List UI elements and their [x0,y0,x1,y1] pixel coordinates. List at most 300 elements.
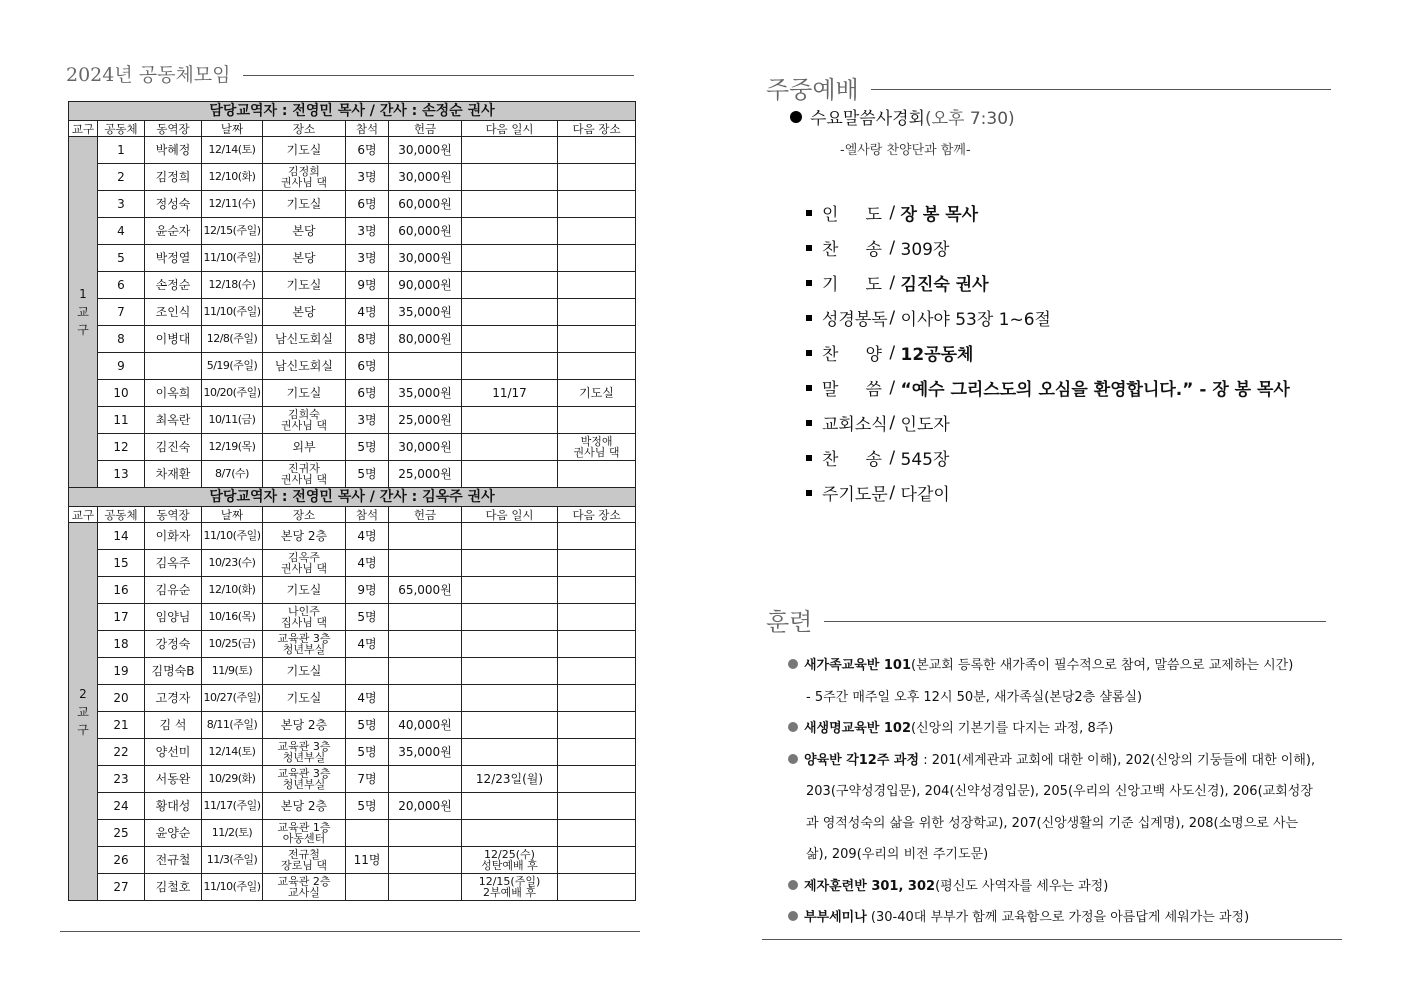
table-cell: 3명 [346,407,389,434]
table-cell [558,631,636,658]
table-cell: 외부 [263,434,346,461]
table-cell: 본당 2층 [263,793,346,820]
order-separator: / [884,342,901,363]
column-header: 공동체 [98,121,145,137]
column-header: 공동체 [98,507,145,523]
table-cell: 윤순자 [145,218,202,245]
order-label: 찬 양 [822,345,882,365]
order-item [806,335,1290,370]
table-row [69,164,636,191]
square-bullet-icon [806,280,812,286]
table-cell: 6명 [346,380,389,407]
table-cell: 전규철 장로님 댁 [263,847,346,874]
table-row [69,380,636,407]
table-cell [558,577,636,604]
order-label: 주기도문 [822,485,888,505]
table-cell [145,353,202,380]
column-header: 다음 일시 [462,507,558,523]
training-detail: 삶), 209(우리의 비전 주기도문) [806,847,989,862]
table-cell: 12/15(주일) 2부예배 후 [462,874,558,901]
table-cell [389,685,462,712]
table-cell: 교육관 3층 청년부실 [263,739,346,766]
square-bullet-icon [806,245,812,251]
table-cell: 19 [98,658,145,685]
table-row [69,245,636,272]
training-title: 제자훈련반 301, 302 [804,878,936,894]
table-cell: 10/27(주일) [202,685,263,712]
table-cell: 김진숙 [145,434,202,461]
table-cell [462,793,558,820]
table-cell: 차재환 [145,461,202,488]
table-cell [462,164,558,191]
table-cell: 12/15(주일) [202,218,263,245]
left-section-title [66,60,634,87]
table-cell: 17 [98,604,145,631]
column-header: 동역장 [145,121,202,137]
order-separator: / [884,202,901,223]
column-header: 참석 [346,121,389,137]
training-list [788,650,1318,934]
left-bottom-rule [60,931,640,932]
table-cell: 12/14(토) [202,137,263,164]
table-cell: 4명 [346,299,389,326]
training-title: 부부세미나 [804,910,867,925]
table-row [69,218,636,245]
table-cell: 나인주 집사님 댁 [263,604,346,631]
table-cell: 김희숙 권사님 댁 [263,407,346,434]
column-header: 참석 [346,507,389,523]
table-cell: 이병대 [145,326,202,353]
table-cell: 12/19(목) [202,434,263,461]
training-item [788,713,1318,745]
table-cell: 4명 [346,550,389,577]
table-cell: 5명 [346,793,389,820]
column-header: 날짜 [202,121,263,137]
table-cell: 35,000원 [389,380,462,407]
training-item [788,650,1318,682]
table-cell: 9 [98,353,145,380]
table-cell: 본당 2층 [263,523,346,550]
table-cell: 8/7(수) [202,461,263,488]
table-cell [558,685,636,712]
table-cell: 5명 [346,604,389,631]
order-item [806,370,1290,405]
table-cell: 3명 [346,245,389,272]
service-name: 수요말씀사경회 [810,109,925,129]
table-cell: 25,000원 [389,407,462,434]
service-title-text: 주중예배 [766,76,859,104]
service-section-title [766,70,1331,105]
column-header: 장소 [263,507,346,523]
table-cell: 기도실 [263,658,346,685]
title-divider [243,75,634,76]
table-cell [346,874,389,901]
bullet-icon [788,754,798,764]
worship-order-list [806,195,1290,510]
table-cell: 10/11(금) [202,407,263,434]
table-cell: 본당 [263,218,346,245]
table-row [69,272,636,299]
table-cell: 2 [98,164,145,191]
training-desc: (30-40대 부부가 함께 교육함으로 가정을 아름답게 세워가는 과정) [866,910,1250,925]
table-cell: 5명 [346,461,389,488]
order-label: 기 도 [822,275,882,295]
square-bullet-icon [806,420,812,426]
table-cell: 8명 [346,326,389,353]
table-cell: 12/10(화) [202,577,263,604]
table-cell: 김철호 [145,874,202,901]
table-row [69,739,636,766]
community-meeting-table [68,101,636,901]
table-cell: 30,000원 [389,434,462,461]
table-cell: 24 [98,793,145,820]
table-cell: 5 [98,245,145,272]
table-row [69,820,636,847]
table-cell: 최옥란 [145,407,202,434]
table-cell: 박혜정 [145,137,202,164]
order-separator: / [884,272,901,293]
service-header [790,104,1015,158]
table-row [69,712,636,739]
column-header: 날짜 [202,507,263,523]
table-cell [462,604,558,631]
table-row [69,847,636,874]
table-cell: 본당 2층 [263,712,346,739]
order-item [806,440,1290,475]
table-cell [558,164,636,191]
training-detail: 203(구약성경입문), 204(신약성경입문), 205(우리의 신앙고백 사도신경), 206(교회성장 [806,784,1313,799]
table-cell: 23 [98,766,145,793]
training-detail: 과 영적성숙의 삶을 위한 성장학교), 207(신앙생활의 기준 십계명), 208(소명으로 사는 [806,815,1299,831]
order-value: 인도자 [900,415,950,435]
table-cell: 조인식 [145,299,202,326]
table-cell [389,523,462,550]
order-value: 이사야 53장 1~6절 [900,310,1051,330]
table-cell: 임양님 [145,604,202,631]
table-cell [558,523,636,550]
table-cell [462,550,558,577]
table-cell [462,434,558,461]
bullet-icon [788,911,798,921]
table-cell: 6명 [346,137,389,164]
order-separator: / [884,377,901,398]
table-cell [558,407,636,434]
table-cell: 5명 [346,434,389,461]
table-cell: 27 [98,874,145,901]
table-cell [558,874,636,901]
table-cell [389,550,462,577]
table-cell: 3 [98,191,145,218]
table-cell [558,766,636,793]
order-item [806,475,1290,510]
table-cell [346,658,389,685]
table-cell [558,461,636,488]
training-desc: : 201(세계관과 교회에 대한 이해), 202(신앙의 기둥들에 대한 이해), [919,752,1316,768]
group-banner: 담당교역자 : 전영민 목사 / 간사 : 김옥주 권사 [69,488,636,507]
table-cell [462,523,558,550]
table-cell: 6명 [346,353,389,380]
table-cell: 10/20(주일) [202,380,263,407]
table-cell: 진귀자 권사님 댁 [263,461,346,488]
table-cell: 4명 [346,523,389,550]
order-separator: / [884,447,901,468]
table-cell: 기도실 [263,272,346,299]
column-header: 다음 장소 [558,507,636,523]
table-cell [558,847,636,874]
order-separator: / [884,412,901,433]
table-cell [558,793,636,820]
table-cell: 12/8(주일) [202,326,263,353]
table-cell: 손정순 [145,272,202,299]
table-cell: 12/11(수) [202,191,263,218]
table-cell [558,245,636,272]
table-cell [389,631,462,658]
bullet-icon [788,880,798,890]
table-cell: 12/18(수) [202,272,263,299]
table-cell [389,604,462,631]
column-header: 동역장 [145,507,202,523]
table-cell: 40,000원 [389,712,462,739]
column-header: 교구 [69,121,98,137]
table-cell: 60,000원 [389,218,462,245]
table-cell: 21 [98,712,145,739]
table-cell [389,847,462,874]
table-cell: 30,000원 [389,137,462,164]
square-bullet-icon [806,385,812,391]
table-cell: 5/19(주일) [202,353,263,380]
table-cell: 8/11(주일) [202,712,263,739]
table-cell: 7 [98,299,145,326]
district-cell: 1 교 구 [69,137,98,488]
table-cell: 11/17(주일) [202,793,263,820]
order-item [806,405,1290,440]
bullet-icon [788,659,798,669]
table-cell: 25,000원 [389,461,462,488]
table-cell [462,353,558,380]
table-cell: 9명 [346,577,389,604]
order-value: “예수 그리스도의 오심을 환영합니다.” - 장 봉 목사 [900,380,1290,400]
table-cell: 11 [98,407,145,434]
table-cell: 6 [98,272,145,299]
table-cell: 5명 [346,712,389,739]
table-cell: 13 [98,461,145,488]
table-cell: 35,000원 [389,299,462,326]
table-row [69,191,636,218]
table-cell [462,712,558,739]
table-cell: 기도실 [263,380,346,407]
service-time: (오후 7:30) [924,109,1015,129]
training-detail: - 5주간 매주일 오후 12시 50분, 새가족실(본당2층 샬롬실) [806,689,1143,705]
table-cell: 9명 [346,272,389,299]
table-row [69,577,636,604]
table-row [69,550,636,577]
table-cell: 기도실 [263,191,346,218]
table-cell [462,739,558,766]
table-cell: 기도실 [263,685,346,712]
table-row [69,874,636,901]
table-cell: 10/23(수) [202,550,263,577]
table-cell: 기도실 [263,577,346,604]
table-cell: 서동완 [145,766,202,793]
table-cell [558,604,636,631]
order-item [806,230,1290,265]
table-row [69,434,636,461]
column-header: 교구 [69,507,98,523]
table-cell: 7명 [346,766,389,793]
order-label: 찬 송 [822,240,882,260]
group-banner: 담당교역자 : 전영민 목사 / 간사 : 손정순 권사 [69,102,636,121]
table-cell [389,820,462,847]
table-cell: 11/10(주일) [202,874,263,901]
table-cell [462,461,558,488]
order-label: 인 도 [822,205,882,225]
order-separator: / [884,482,901,503]
table-cell: 이화자 [145,523,202,550]
training-item [788,871,1318,903]
table-cell: 본당 [263,245,346,272]
table-cell [389,766,462,793]
table-cell: 11/9(토) [202,658,263,685]
table-cell: 30,000원 [389,245,462,272]
table-row [69,326,636,353]
table-cell [462,685,558,712]
table-cell: 35,000원 [389,739,462,766]
table-cell: 4 [98,218,145,245]
table-cell: 이옥희 [145,380,202,407]
table-cell [558,739,636,766]
table-cell: 교육관 2층 교사실 [263,874,346,901]
order-label: 교회소식 [822,415,888,435]
table-cell [558,191,636,218]
training-title-text: 훈련 [766,608,813,636]
order-separator: / [884,307,901,328]
table-cell: 22 [98,739,145,766]
table-cell: 김유순 [145,577,202,604]
table-row [69,604,636,631]
training-section-title [766,602,1326,637]
table-cell: 3명 [346,164,389,191]
table-cell: 박정열 [145,245,202,272]
training-desc: (신앙의 기본기를 다지는 과정, 8주) [911,721,1114,736]
table-cell: 기도실 [558,380,636,407]
table-row [69,631,636,658]
table-cell: 박정애 권사님 댁 [558,434,636,461]
training-item [788,745,1318,777]
table-cell: 교육관 3층 청년부실 [263,631,346,658]
table-cell: 14 [98,523,145,550]
column-header: 헌금 [389,121,462,137]
table-cell [462,191,558,218]
training-title: 양육반 각12주 과정 [804,752,920,768]
table-cell: 10 [98,380,145,407]
table-cell [462,820,558,847]
service-title-divider [871,89,1331,90]
order-item [806,195,1290,230]
table-cell: 남신도회실 [263,353,346,380]
table-cell [462,326,558,353]
table-cell [558,299,636,326]
table-cell [462,299,558,326]
table-cell [558,820,636,847]
order-value: 다같이 [900,485,950,505]
order-item [806,265,1290,300]
column-header: 다음 장소 [558,121,636,137]
table-cell: 11/10(주일) [202,245,263,272]
table-row [69,523,636,550]
column-header: 다음 일시 [462,121,558,137]
table-cell: 8 [98,326,145,353]
table-cell [462,577,558,604]
table-cell [558,658,636,685]
table-cell: 김 석 [145,712,202,739]
table-cell: 윤양순 [145,820,202,847]
table-row [69,658,636,685]
table-row [69,299,636,326]
table-cell: 정성숙 [145,191,202,218]
table-cell: 11명 [346,847,389,874]
order-label: 찬 송 [822,450,882,470]
table-cell [558,218,636,245]
table-cell [462,407,558,434]
table-cell: 고경자 [145,685,202,712]
order-value: 김진숙 권사 [900,275,989,295]
table-cell [346,820,389,847]
table-cell [462,658,558,685]
table-cell: 김정희 권사님 댁 [263,164,346,191]
order-value: 545장 [900,450,950,470]
table-cell: 12/25(수) 성탄예배 후 [462,847,558,874]
table-cell: 15 [98,550,145,577]
table-cell: 12/10(화) [202,164,263,191]
table-cell: 80,000원 [389,326,462,353]
table-cell [462,272,558,299]
bullet-icon [790,111,802,123]
order-value: 309장 [900,240,950,260]
table-cell [558,353,636,380]
table-cell: 18 [98,631,145,658]
table-cell: 11/2(토) [202,820,263,847]
table-cell: 황대성 [145,793,202,820]
table-cell: 12 [98,434,145,461]
table-cell: 26 [98,847,145,874]
training-desc: (평신도 사역자를 세우는 과정) [935,878,1109,894]
table-cell: 5명 [346,739,389,766]
table-cell: 30,000원 [389,164,462,191]
table-cell [462,218,558,245]
table-row [69,793,636,820]
table-cell: 양선미 [145,739,202,766]
right-bottom-rule [762,939,1342,940]
square-bullet-icon [806,315,812,321]
table-cell [558,272,636,299]
table-cell: 11/3(주일) [202,847,263,874]
table-cell [462,137,558,164]
table-cell: 기도실 [263,137,346,164]
table-cell: 강정숙 [145,631,202,658]
table-cell: 12/23일(월) [462,766,558,793]
table-cell: 10/25(금) [202,631,263,658]
table-cell [389,353,462,380]
table-cell: 김정희 [145,164,202,191]
square-bullet-icon [806,350,812,356]
training-title-divider [824,621,1326,622]
table-cell: 65,000원 [389,577,462,604]
table-cell: 16 [98,577,145,604]
order-label: 성경봉독 [822,310,888,330]
order-value: 12공동체 [900,345,974,365]
table-cell [389,874,462,901]
table-cell [462,631,558,658]
